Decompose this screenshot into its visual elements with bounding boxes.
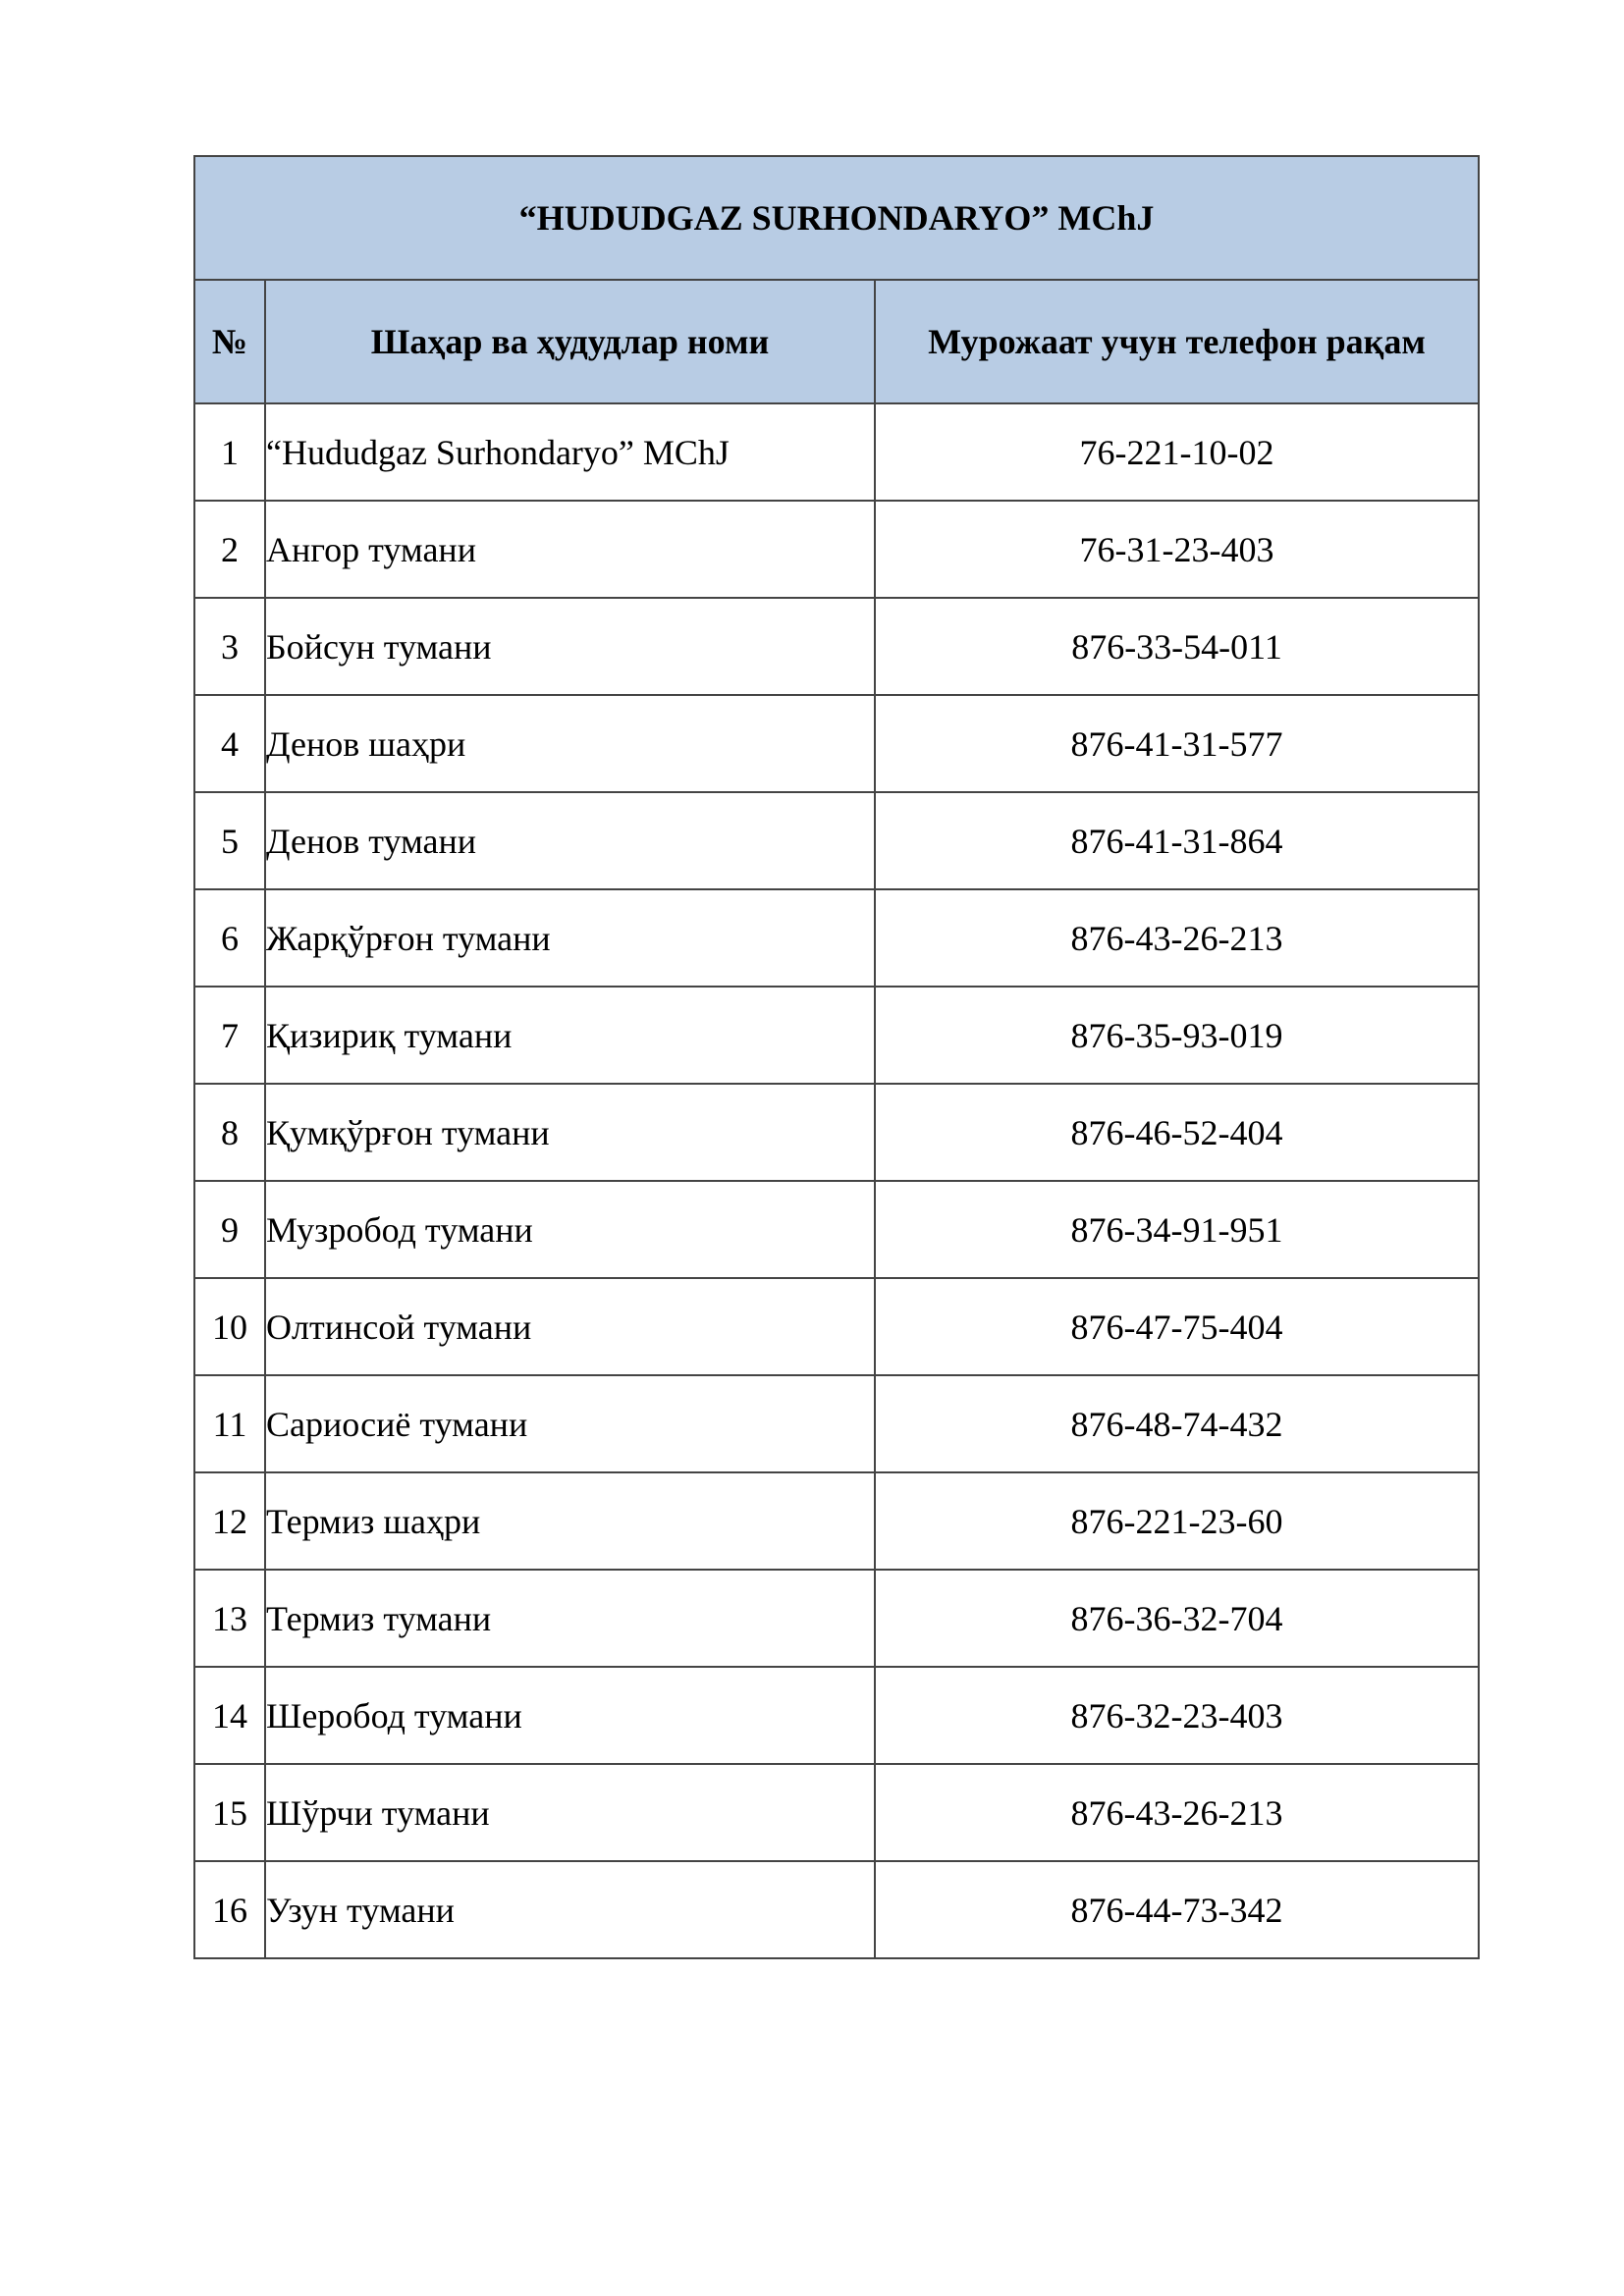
phone-number: 876-32-23-403 <box>875 1667 1479 1764</box>
phone-number: 876-46-52-404 <box>875 1084 1479 1181</box>
table-header-row <box>194 280 1479 403</box>
row-number: 1 <box>194 403 265 501</box>
table-row <box>194 695 1479 792</box>
table-row <box>194 403 1479 501</box>
district-name: Қизириқ тумани <box>265 987 875 1084</box>
row-number: 12 <box>194 1472 265 1570</box>
table-row <box>194 598 1479 695</box>
table-title: “HUDUDGAZ SURHONDARYO” MChJ <box>194 156 1479 280</box>
table-row <box>194 1570 1479 1667</box>
table-row <box>194 889 1479 987</box>
phone-number: 876-33-54-011 <box>875 598 1479 695</box>
phone-number: 76-31-23-403 <box>875 501 1479 598</box>
column-header-name: Шаҳар ва ҳудудлар номи <box>265 280 875 403</box>
district-name: Ангор тумани <box>265 501 875 598</box>
phone-number: 876-47-75-404 <box>875 1278 1479 1375</box>
table-row <box>194 1278 1479 1375</box>
table-body <box>194 403 1479 1958</box>
phone-number: 876-48-74-432 <box>875 1375 1479 1472</box>
row-number: 14 <box>194 1667 265 1764</box>
row-number: 7 <box>194 987 265 1084</box>
phone-number: 876-44-73-342 <box>875 1861 1479 1958</box>
district-name: Музробод тумани <box>265 1181 875 1278</box>
row-number: 2 <box>194 501 265 598</box>
table-row <box>194 1667 1479 1764</box>
phone-number: 876-221-23-60 <box>875 1472 1479 1570</box>
row-number: 13 <box>194 1570 265 1667</box>
table-row <box>194 1764 1479 1861</box>
row-number: 8 <box>194 1084 265 1181</box>
district-name: Денов шаҳри <box>265 695 875 792</box>
district-name: Термиз шаҳри <box>265 1472 875 1570</box>
table-row <box>194 987 1479 1084</box>
row-number: 11 <box>194 1375 265 1472</box>
district-name: Сариосиё тумани <box>265 1375 875 1472</box>
district-name: Узун тумани <box>265 1861 875 1958</box>
district-name: Жарқўрғон тумани <box>265 889 875 987</box>
row-number: 9 <box>194 1181 265 1278</box>
row-number: 15 <box>194 1764 265 1861</box>
phone-number: 876-36-32-704 <box>875 1570 1479 1667</box>
district-name: Шеробод тумани <box>265 1667 875 1764</box>
phone-number: 876-35-93-019 <box>875 987 1479 1084</box>
district-name: Шўрчи тумани <box>265 1764 875 1861</box>
phone-number: 76-221-10-02 <box>875 403 1479 501</box>
phone-number: 876-34-91-951 <box>875 1181 1479 1278</box>
contacts-table <box>193 155 1480 1959</box>
district-name: Бойсун тумани <box>265 598 875 695</box>
table-row <box>194 1181 1479 1278</box>
phone-number: 876-41-31-577 <box>875 695 1479 792</box>
row-number: 16 <box>194 1861 265 1958</box>
column-header-phone: Мурожаат учун телефон рақам <box>875 280 1479 403</box>
table-row <box>194 1472 1479 1570</box>
table-row <box>194 792 1479 889</box>
table-row <box>194 1084 1479 1181</box>
phone-number: 876-43-26-213 <box>875 889 1479 987</box>
district-name: Олтинсой тумани <box>265 1278 875 1375</box>
district-name: Қумқўрғон тумани <box>265 1084 875 1181</box>
district-name: “Hududgaz Surhondaryo” MChJ <box>265 403 875 501</box>
table-row <box>194 1375 1479 1472</box>
district-name: Термиз тумани <box>265 1570 875 1667</box>
row-number: 5 <box>194 792 265 889</box>
row-number: 3 <box>194 598 265 695</box>
table-title-row <box>194 156 1479 280</box>
district-name: Денов тумани <box>265 792 875 889</box>
row-number: 6 <box>194 889 265 987</box>
row-number: 4 <box>194 695 265 792</box>
column-header-number: № <box>194 280 265 403</box>
row-number: 10 <box>194 1278 265 1375</box>
table-row <box>194 501 1479 598</box>
phone-number: 876-43-26-213 <box>875 1764 1479 1861</box>
phone-number: 876-41-31-864 <box>875 792 1479 889</box>
table-row <box>194 1861 1479 1958</box>
